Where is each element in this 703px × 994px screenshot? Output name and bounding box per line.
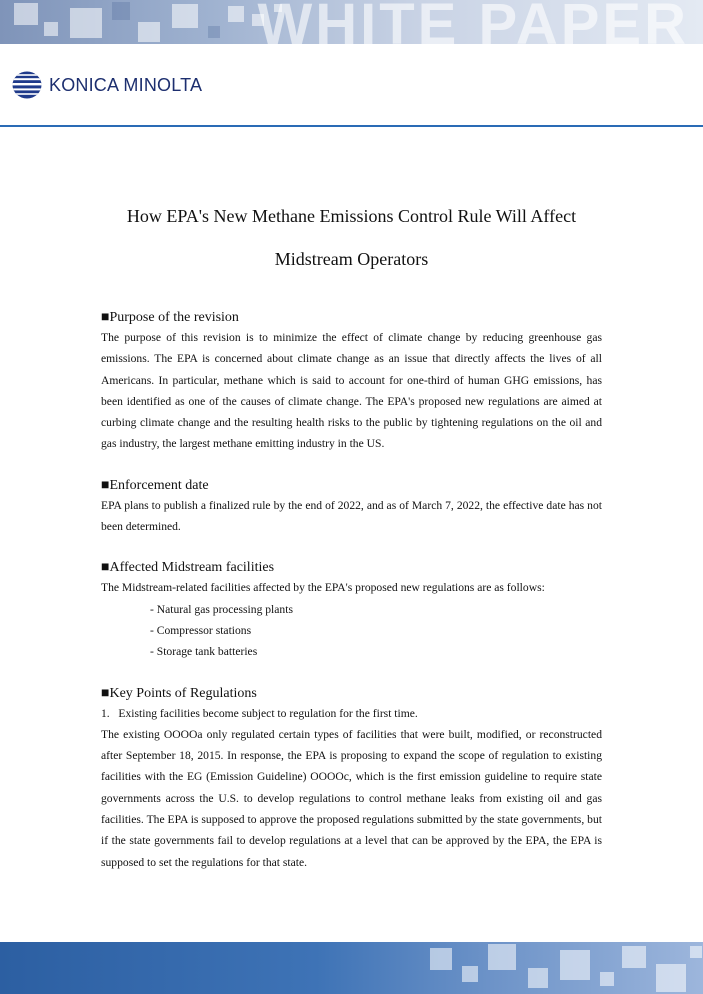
company-logo [12, 71, 202, 99]
section-heading-purpose: ■Purpose of the revision [101, 310, 239, 325]
section-heading-key-points: ■Key Points of Regulations [101, 685, 257, 701]
list-item: - Natural gas processing plants [150, 602, 293, 616]
banner-square [172, 4, 198, 28]
section-intro-facilities: The Midstream-related facilities affected by the EPA's proposed new regulations are as follows: [101, 581, 545, 595]
banner-square [656, 964, 686, 992]
key-point-body: The existing OOOOa only regulated certain types of facilities that were built, modified, or reconstructed after September 18, 2015. In response, the EPA is proposing to expand the scope of regulation to existing facilities with the EG (Emission Guideline) OOOOc, which is the first emission guideline to require state governments across the U.S. to develop regulations to control methane leaks from existing oil and gas facilities. The EPA is supposed to approve the proposed regulations submitted by the state governments, but if the state governments fail to develop regulations at a level that can be approved by the EPA, the EPA is supposed to set the regulations for that state. [101, 727, 602, 869]
banner-square [622, 946, 646, 968]
banner-square [430, 948, 452, 970]
section-heading-facilities: ■Affected Midstream facilities [101, 560, 275, 576]
header-banner [0, 0, 703, 44]
header-divider [0, 125, 703, 127]
list-item: - Storage tank batteries [150, 645, 258, 659]
logo-text: KONICA MINOLTA [49, 74, 203, 95]
section-body-enforcement: EPA plans to publish a finalized rule by the end of 2022, and as of March 7, 2022, the effective date has not been determined. [101, 498, 602, 534]
banner-square [112, 2, 130, 20]
banner-square [560, 950, 590, 980]
banner-square [462, 966, 478, 982]
section-heading-enforcement: ■Enforcement date [101, 477, 209, 493]
white-paper-watermark: WHITE PAPER [257, 0, 689, 44]
banner-square [44, 22, 58, 36]
document-body [101, 309, 602, 873]
banner-square [488, 944, 516, 970]
banner-square [208, 26, 220, 38]
document-title-line-2: Midstream Operators [274, 249, 429, 269]
banner-square [690, 946, 702, 958]
globe-icon [12, 71, 42, 99]
banner-square [70, 8, 102, 38]
banner-square [14, 3, 38, 25]
document-title-line-1: How EPA's New Methane Emissions Control Rule Will Affect [126, 206, 577, 226]
banner-square [228, 6, 244, 22]
banner-square [600, 972, 614, 986]
key-point-title: 1. Existing facilities become subject to regulation for the first time. [101, 706, 418, 720]
footer-banner [0, 942, 703, 994]
section-body-purpose: The purpose of this revision is to minimize the effect of climate change by reducing greenhouse gas emissions. The EPA is concerned about climate change as an issue that directly affects the lives of all Americans. In particular, methane which is said to account for one-third of human GHG emissions, has been identified as one of the causes of climate change. The EPA's proposed new regulations are aimed at curbing climate change and the resulting health risks to the public by tightening regulations on the oil and gas industry, the largest methane emitting industry in the US. [101, 331, 602, 451]
list-item: - Compressor stations [150, 623, 252, 637]
banner-square [138, 22, 160, 42]
banner-square [528, 968, 548, 988]
